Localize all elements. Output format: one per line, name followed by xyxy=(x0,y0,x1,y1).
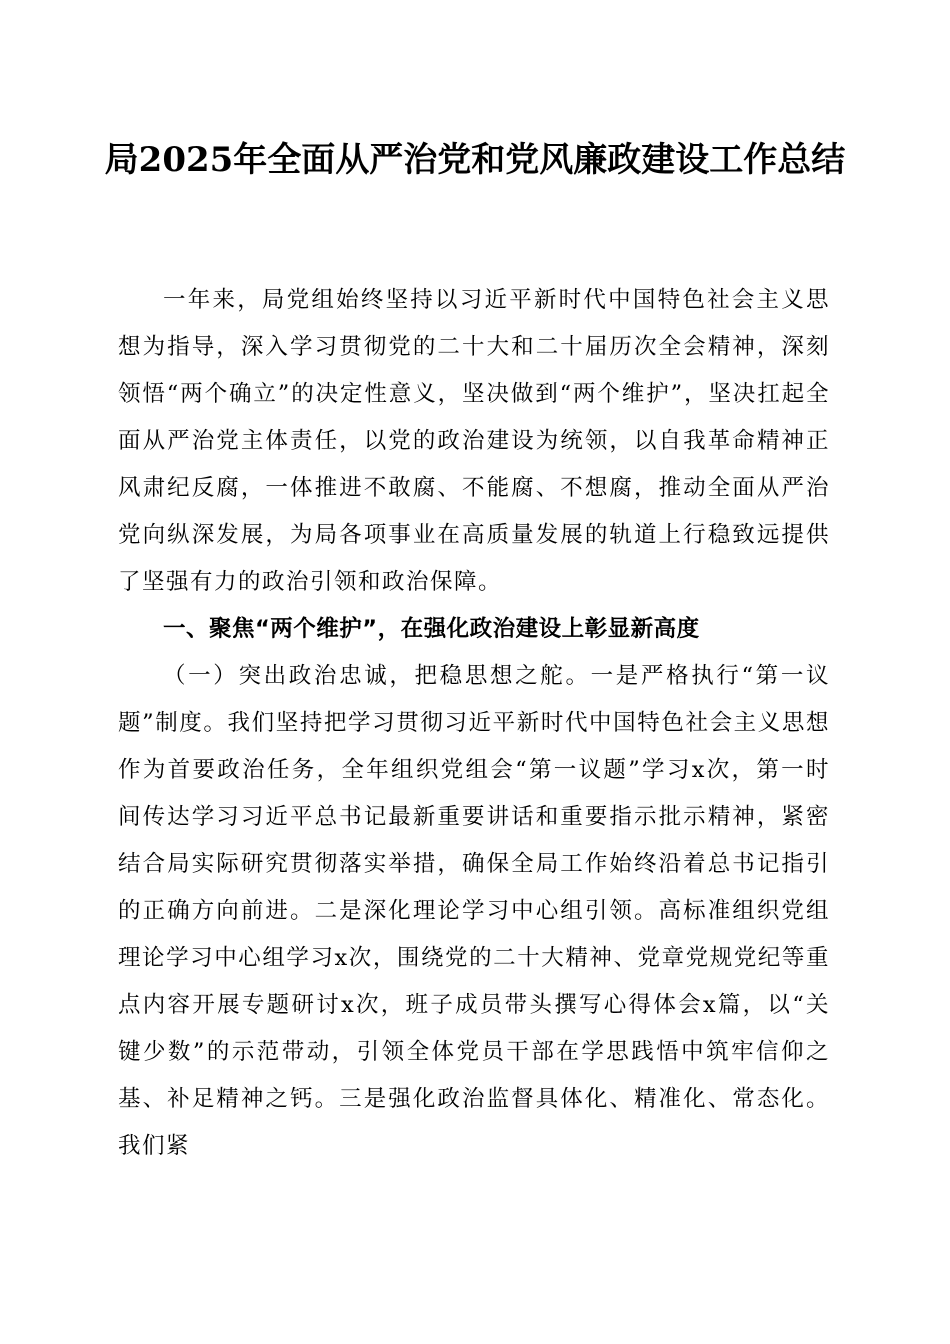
document-title: 局2025年全面从严治党和党风廉政建设工作总结 xyxy=(104,140,846,180)
intro-paragraph: 一年来，局党组始终坚持以习近平新时代中国特色社会主义思想为指导，深入学习贯彻党的二十大和二十届历次全会精神，深刻领悟“两个确立”的决定性意义，坚决做到“两个维护”，坚决扛起全面从严治党主体责任，以党的政治建设为统领，以自我革命精神正风肃纪反腐，一体推进不敢腐、不能腐、不想腐，推动全面从严治党向纵深发展，为局各项事业在高质量发展的轨道上行稳致远提供了坚强有力的政治引领和政治保障。 xyxy=(118,287,830,595)
section-heading-1: 一、聚焦“两个维护”，在强化政治建设上彰显新高度 xyxy=(163,616,700,642)
section-1-paragraph-1: （一）突出政治忠诚，把稳思想之舵。一是严格执行“第一议题”制度。我们坚持把学习贯彻习近平新时代中国特色社会主义思想作为首要政治任务，全年组织党组会“第一议题”学习x次，第一时间传达学习习近平总书记最新重要讲话和重要指示批示精神，紧密结合局实际研究贯彻落实举措，确保全局工作始终沿着总书记指引的正确方向前进。二是深化理论学习中心组引领。高标准组织党组理论学习中心组学习x次，围绕党的二十大精神、党章党规党纪等重点内容开展专题研讨x次，班子成员带头撰写心得体会x篇，以“关键少数”的示范带动，引领全体党员干部在学思践悟中筑牢信仰之基、补足精神之钙。三是强化政治监督具体化、精准化、常态化。我们紧 xyxy=(118,663,830,1159)
document-body xyxy=(118,277,830,1170)
